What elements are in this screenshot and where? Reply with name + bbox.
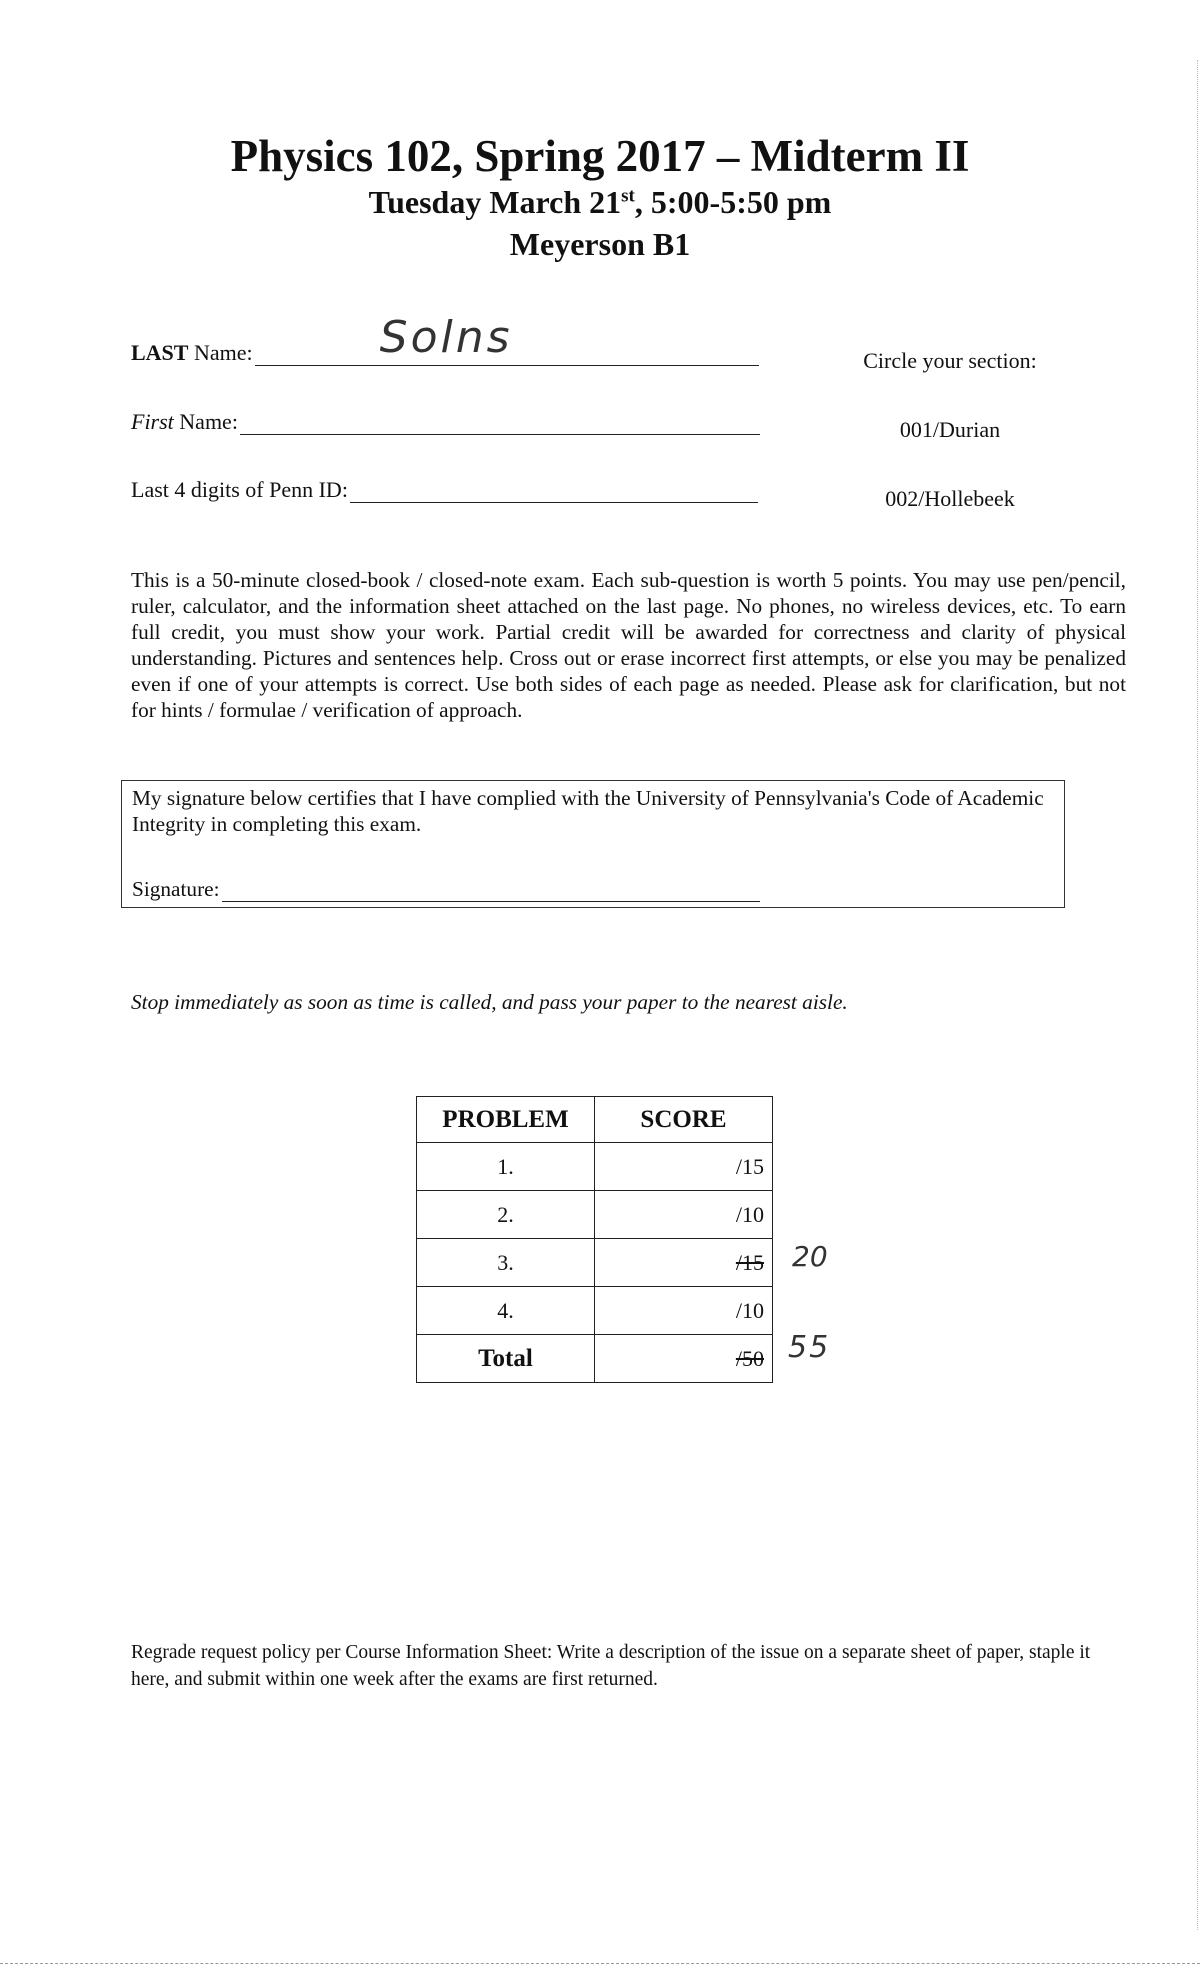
exam-date-time <box>0 184 1200 221</box>
header-score: SCORE <box>595 1097 773 1143</box>
problem-number: 4. <box>417 1287 595 1335</box>
scan-right-margin <box>1191 60 1198 1930</box>
struck-total-score: /50 <box>735 1345 764 1371</box>
exam-title: Physics 102, Spring 2017 – Midterm II <box>230 131 970 181</box>
handwritten-correction-total: 55 <box>788 1330 831 1365</box>
first-name-label-italic: First <box>131 409 174 434</box>
exam-time: , 5:00-5:50 pm <box>634 184 832 220</box>
score-table-header-row <box>417 1097 773 1143</box>
handwritten-correction-problem-3: 20 <box>792 1240 828 1273</box>
problem-score: /10 <box>595 1287 773 1335</box>
signature-label: Signature: <box>132 877 220 901</box>
stop-notice: Stop immediately as soon as time is called, and pass your paper to the nearest aisle. <box>131 990 848 1014</box>
table-row-total <box>417 1335 773 1383</box>
table-row <box>417 1287 773 1335</box>
section-option-hollebeek[interactable]: 002/Hollebeek <box>885 486 1015 511</box>
regrade-policy: Regrade request policy per Course Information Sheet: Write a description of the issue on a separate sheet of paper, staple it here, and submit within one week after the exams are first returned. <box>131 1642 1091 1690</box>
problem-score: /15 <box>595 1143 773 1191</box>
last-name-handwritten-value: Solns <box>379 312 513 363</box>
last-name-label-text: Name: <box>188 340 253 365</box>
table-row <box>417 1191 773 1239</box>
last-name-field[interactable] <box>255 312 759 366</box>
integrity-certification-box <box>121 780 1065 908</box>
last-name-label-bold: LAST <box>131 340 189 365</box>
problem-number: 3. <box>417 1239 595 1287</box>
problem-number: 2. <box>417 1191 595 1239</box>
penn-id-field[interactable] <box>350 501 758 503</box>
exam-instructions: This is a 50-minute closed-book / closed-note exam. Each sub-question is worth 5 points. You may use pen/pencil, ruler, calculator, and the information sheet attached on the last page. No phones, no wireless devices, etc. To earn full credit, you must show your work. Partial credit will be awarded for correctness and clarity of physical understanding. Pictures and sentences help. Cross out or erase incorrect first attempts, or else you may be penalized even if one of your attempts is correct. Use both sides of each page as needed. Please ask for clarification, but not for hints / formulae / verification of approach. <box>131 568 1126 722</box>
problem-number: 1. <box>417 1143 595 1191</box>
problem-score: /10 <box>595 1191 773 1239</box>
exam-room: Meyerson B1 <box>509 226 691 262</box>
section-option-durian[interactable]: 001/Durian <box>899 417 1001 442</box>
last-name-row <box>131 312 759 366</box>
total-label: Total <box>417 1335 595 1383</box>
score-table <box>416 1096 773 1383</box>
penn-id-row <box>131 477 758 503</box>
certification-text: My signature below certifies that I have complied with the University of Pennsylvania's Code of Academic Integrity in completing this exam. <box>132 786 1044 836</box>
header-problem: PROBLEM <box>417 1097 595 1143</box>
exam-date-prefix: Tuesday March 21 <box>368 184 622 220</box>
total-score <box>595 1335 773 1383</box>
first-name-row <box>131 409 760 435</box>
first-name-label-text: Name: <box>173 409 238 434</box>
section-prompt: Circle your section: <box>863 348 1037 373</box>
table-row <box>417 1143 773 1191</box>
exam-date-suffix: st <box>621 185 635 207</box>
first-name-label <box>131 409 238 435</box>
first-name-field[interactable] <box>240 433 760 435</box>
scan-bottom-edge <box>0 1963 1200 1964</box>
penn-id-label: Last 4 digits of Penn ID: <box>131 477 348 502</box>
struck-score: /15 <box>735 1249 764 1275</box>
last-name-label <box>131 340 253 366</box>
table-row <box>417 1239 773 1287</box>
signature-field[interactable] <box>222 900 760 902</box>
problem-score <box>595 1239 773 1287</box>
signature-row <box>132 877 760 902</box>
